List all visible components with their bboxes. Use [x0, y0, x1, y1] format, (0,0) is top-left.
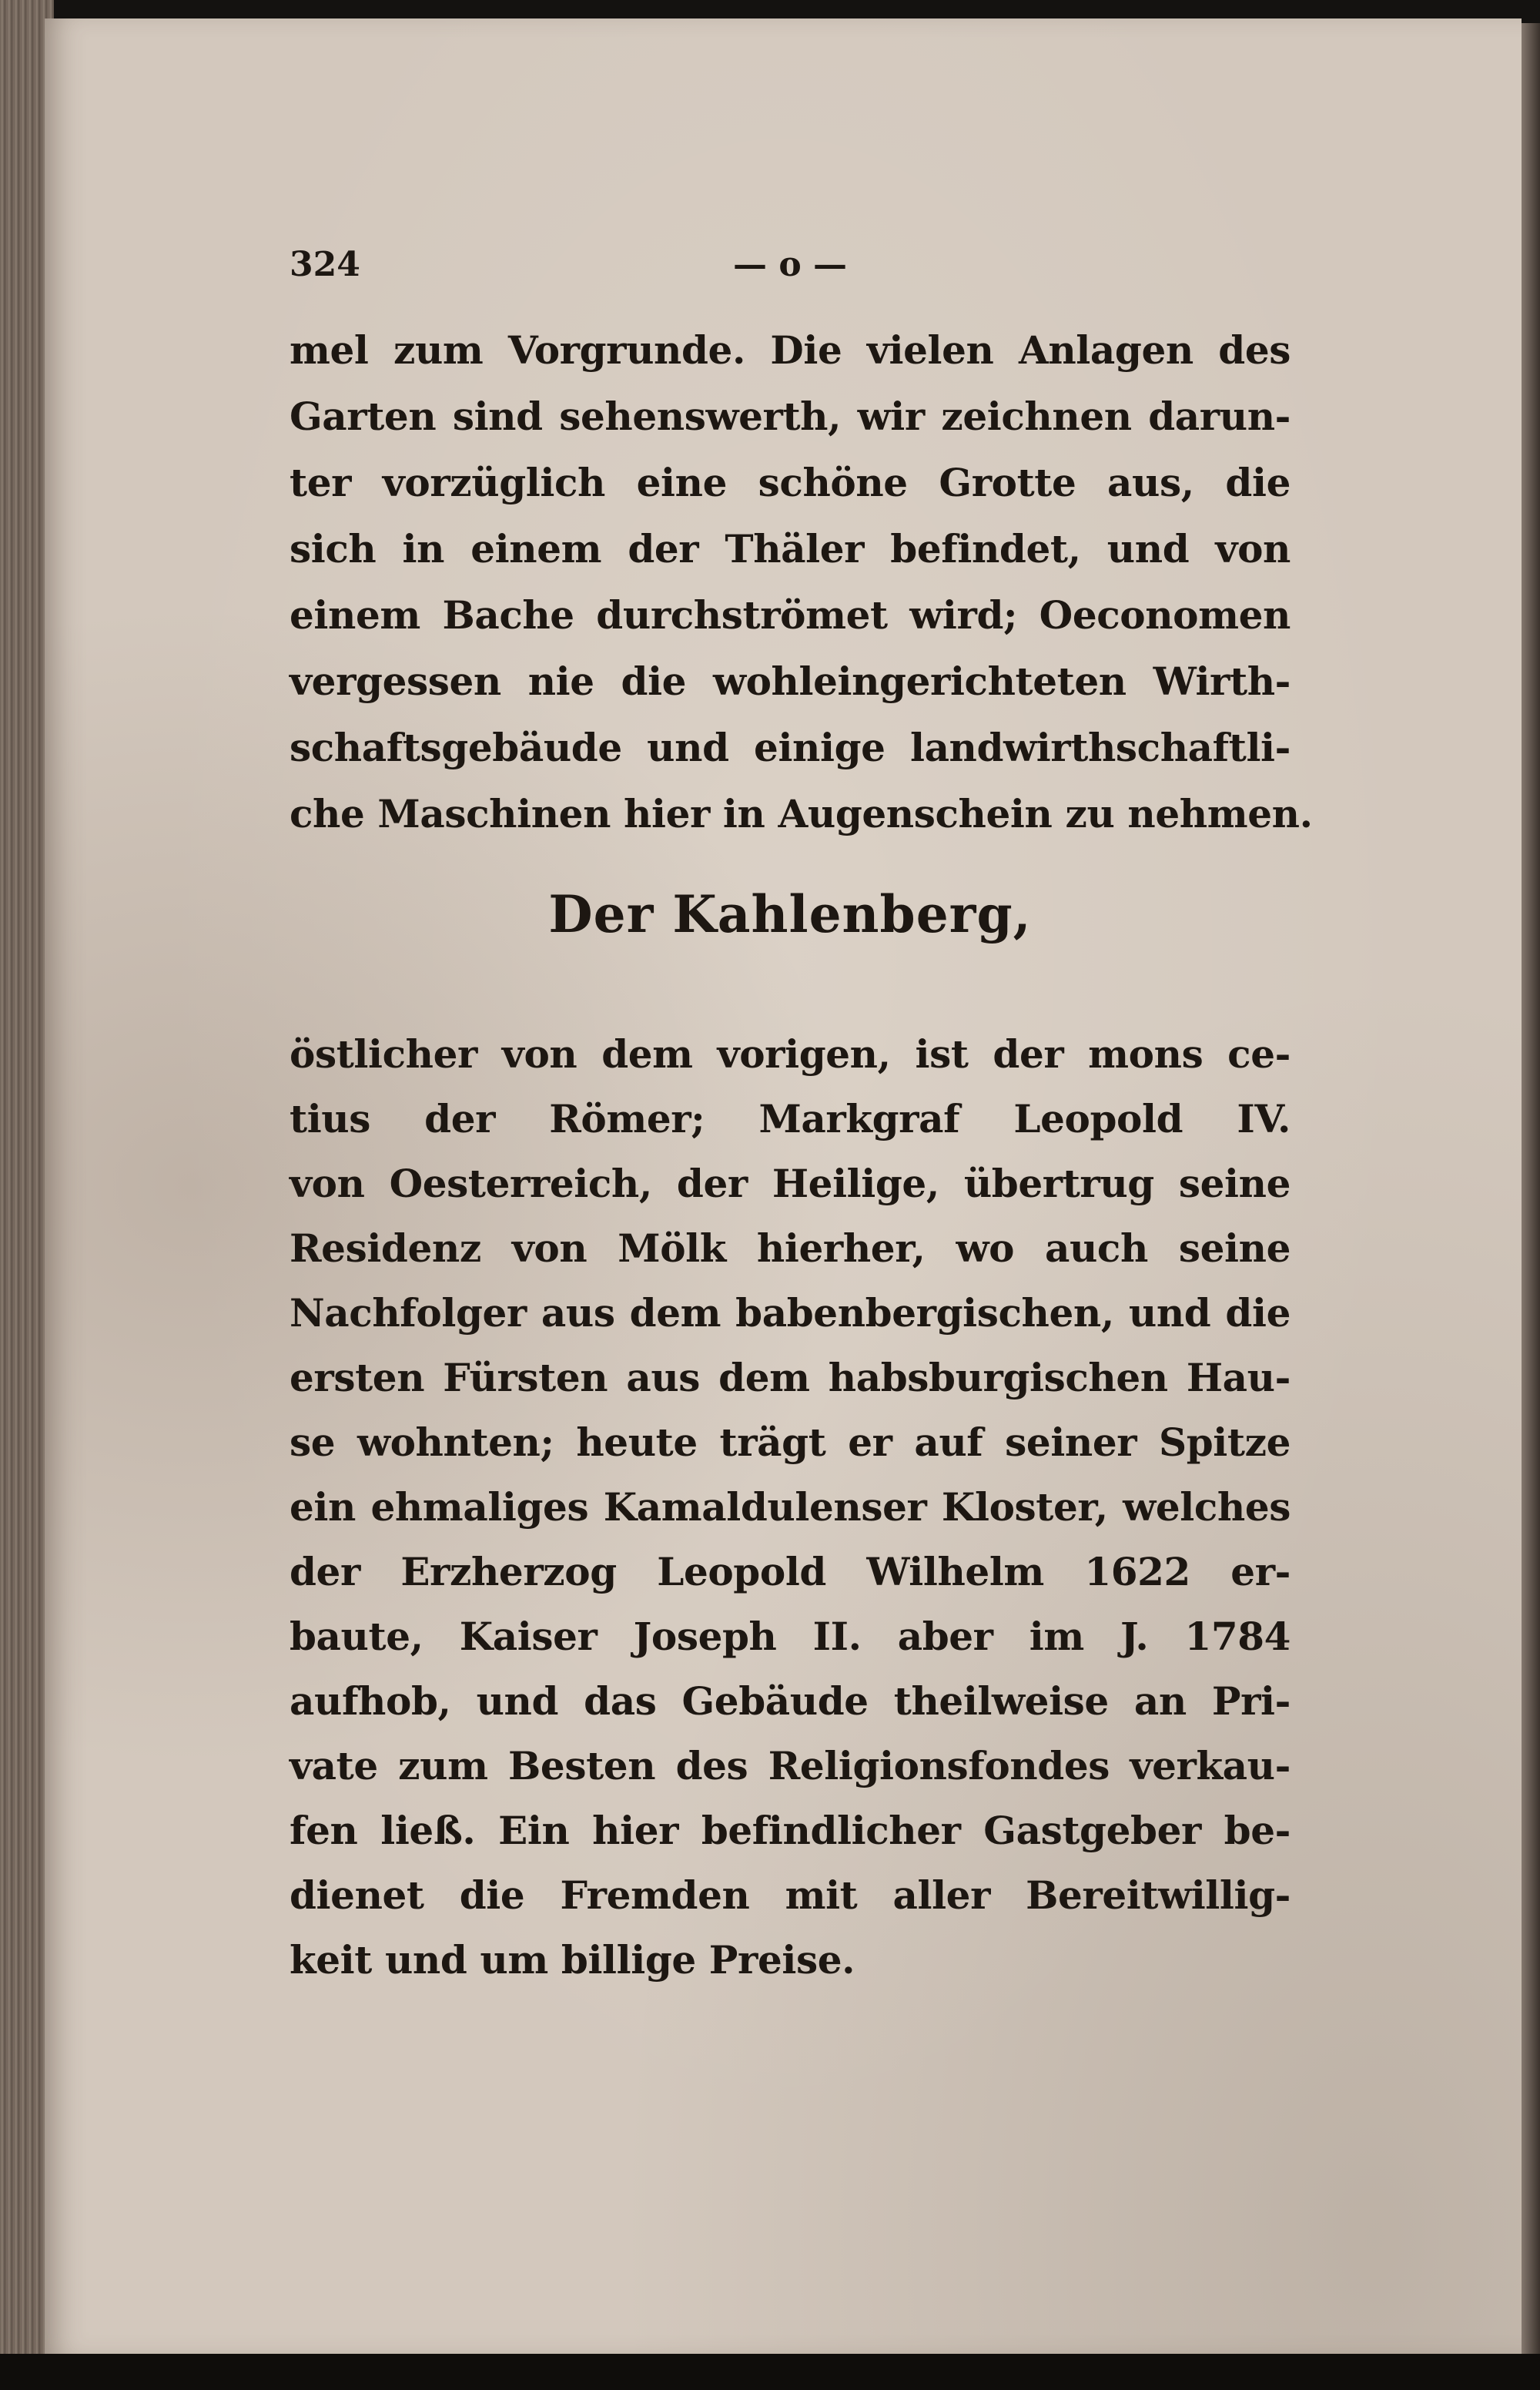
- header-ornament: — o —: [733, 245, 847, 284]
- text-line: tius der Römer; Markgraf Leopold IV.: [290, 1096, 1291, 1141]
- text-line: mel zum Vorgrunde. Die vielen Anlagen des: [290, 327, 1291, 373]
- page-number: 324: [290, 245, 360, 284]
- text-line: fen ließ. Ein hier befindlicher Gastgeber be-: [290, 1808, 1291, 1853]
- text-line: keit und um billige Preise.: [290, 1937, 855, 1983]
- text-line: von Oesterreich, der Heilige, übertrug seine: [290, 1161, 1291, 1206]
- text-line: Garten sind sehenswerth, wir zeichnen darun-: [290, 394, 1291, 439]
- text-line: einem Bache durchströmet wird; Oeconomen: [290, 592, 1291, 638]
- text-line: der Erzherzog Leopold Wilhelm 1622 er-: [290, 1549, 1291, 1594]
- page-edges-right: [1520, 23, 1540, 2357]
- section-heading: Der Kahlenberg,: [548, 884, 1032, 944]
- text-line: aufhob, und das Gebäude theilweise an Pri-: [290, 1678, 1291, 1724]
- text-line: dienet die Fremden mit aller Bereitwillig-: [290, 1872, 1291, 1918]
- text-line: che Maschinen hier in Augenschein zu nehmen.: [290, 791, 1313, 836]
- text-line: schaftsgebäude und einige landwirthschaftli-: [290, 725, 1291, 770]
- text-line: vate zum Besten des Religionsfondes verkau-: [290, 1743, 1291, 1788]
- text-line: sich in einem der Thäler befindet, und von: [290, 526, 1291, 572]
- text-line: ersten Fürsten aus dem habsburgischen Hau-: [290, 1355, 1291, 1400]
- text-line: vergessen nie die wohleingerichteten Wirth-: [290, 659, 1291, 704]
- text-line: Residenz von Mölk hierher, wo auch seine: [290, 1225, 1291, 1271]
- text-line: baute, Kaiser Joseph II. aber im J. 1784: [290, 1614, 1291, 1659]
- text-line: ein ehmaliges Kamaldulenser Kloster, welches: [290, 1484, 1291, 1530]
- scan-bottom-edge: [0, 2354, 1540, 2390]
- text-line: se wohnten; heute trägt er auf seiner Spitze: [290, 1420, 1291, 1465]
- text-line: Nachfolger aus dem babenbergischen, und die: [290, 1290, 1291, 1336]
- text-line: östlicher von dem vorigen, ist der mons ce-: [290, 1031, 1291, 1077]
- text-line: ter vorzüglich eine schöne Grotte aus, die: [290, 460, 1291, 505]
- running-head: [290, 245, 1291, 291]
